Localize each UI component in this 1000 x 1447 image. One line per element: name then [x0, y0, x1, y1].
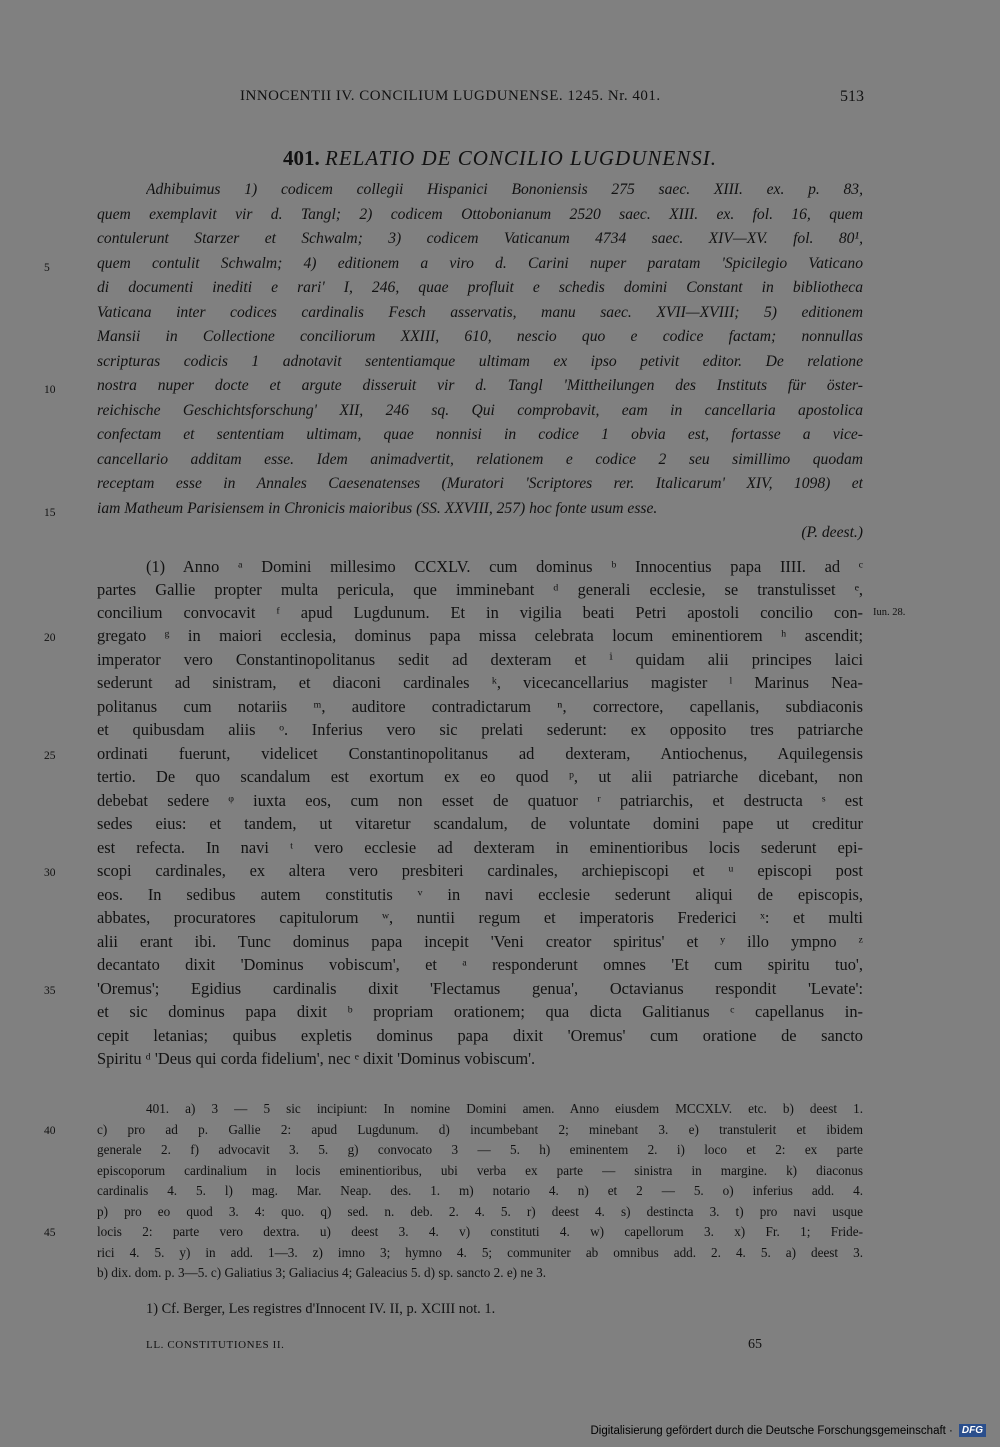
apparatus-line: cardinalis 4. 5. l) mag. Mar. Neap. des. 1. m) notario 4. n) et 2 — 5. o) inferius add. 4. [97, 1183, 863, 1198]
line-number: 45 [44, 1227, 56, 1239]
line-number: 5 [44, 262, 50, 274]
intro-line: scripturas codicis 1 adnotavit sententiamque ultimam ex ipso petivit editor. De relatione [97, 353, 863, 370]
apparatus-line: 401. a) 3 — 5 sic incipiunt: In nomine Domini amen. Anno eiusdem MCCXLV. etc. b) deest 1. [146, 1101, 863, 1116]
line-number: 20 [44, 632, 56, 644]
intro-line: contulerunt Starzer et Schwalm; 3) codicem Vaticanum 4734 saec. XIV—XV. fol. 80¹, [97, 230, 863, 247]
line-number: 40 [44, 1125, 56, 1137]
running-head: INNOCENTII IV. CONCILIUM LUGDUNENSE. 1245. Nr. 401. [240, 88, 661, 104]
body-line: debebat sedere ᵠ iuxta eos, cum non esset de quatuor ʳ patriarchis, et destructa ˢ est [97, 791, 863, 810]
intro-signature: (P. deest.) [801, 524, 863, 541]
line-number: 25 [44, 750, 56, 762]
apparatus-line: generale 2. f) advocavit 3. 5. g) convocato 3 — 5. h) eminentem 2. i) loco et 2: ex parte [97, 1142, 863, 1157]
body-line: sedes eius: et tandem, ut vitaretur scandalum, de voluntate domini pape ut creditur [97, 814, 863, 833]
body-line: et sic dominus papa dixit ᵇ propriam orationem; qua dicta Galitianus ᶜ capellanus in- [97, 1002, 863, 1021]
apparatus-line: episcoporum cardinalium in locis eminentioribus, ubi verba ex parte — sinistra in margine. k) diaconus [97, 1163, 863, 1178]
intro-line: di documenti inediti e rari' I, 246, quae profluit e schedis domini Constant in bibliotheca [97, 279, 863, 296]
apparatus-line: p) pro eo quod 3. 4: quo. q) sed. n. deb. 2. 4. 5. r) deest 4. s) destincta 3. t) pro navi usque [97, 1204, 863, 1219]
line-number: 10 [44, 384, 56, 396]
dfg-credit [590, 1424, 986, 1437]
body-line: partes Gallie propter multa pericula, que imminebant ᵈ generali ecclesie, se transtulisset ᵉ, [97, 580, 863, 599]
footer-series: LL. CONSTITUTIONES II. [146, 1339, 285, 1351]
intro-line: Mansii in Collectione conciliorum XXIII, 610, nescio quo e codice factam; nonnullas [97, 328, 863, 345]
intro-line: quem contulit Schwalm; 4) editionem a viro d. Carini nuper paratam 'Spicilegio Vaticano [97, 255, 863, 272]
body-line: et quibusdam aliis ᵒ. Inferius vero sic prelati sederunt: ex opposito tres patriarche [97, 720, 863, 739]
intro-line: iam Matheum Parisiensem in Chronicis maioribus (SS. XXVIII, 257) hoc fonte usum esse. [97, 500, 658, 517]
line-number: 35 [44, 985, 56, 997]
body-line: imperator vero Constantinopolitanus sedit ad dexteram et ⁱ quidam alii principes laici [97, 650, 863, 669]
apparatus-line: locis 2: parte vero dextra. u) deest 3. 4. v) constituti 4. w) capellorum 3. x) Fr. 1; Fride- [97, 1224, 863, 1239]
body-line: concilium convocavit ᶠ apud Lugdunum. Et in vigilia beati Petri apostoli concilio con- [97, 603, 863, 622]
line-number: 15 [44, 507, 56, 519]
intro-line: receptam esse in Annales Caesenatenses (Muratori 'Scriptores rer. Italicarum' XIV, 1098) et [97, 475, 863, 492]
line-number: 30 [44, 867, 56, 879]
body-line: alii erant ibi. Tunc dominus papa incepit 'Veni creator spiritus' et ʸ illo ympno ᶻ [97, 932, 863, 951]
margin-date: Iun. 28. [873, 607, 906, 618]
apparatus-line: b) dix. dom. p. 3—5. c) Galiatius 3; Galiacius 4; Galeacius 5. d) sp. sancto 2. e) ne 3. [97, 1265, 547, 1280]
intro-line: Vaticana inter codices cardinalis Fesch asservatis, manu saec. XVII—XVIII; 5) editionem [97, 304, 863, 321]
intro-line: quem exemplavit vir d. Tangl; 2) codicem Ottobonianum 2520 saec. XIII. ex. fol. 16, quem [97, 206, 863, 223]
document-title [0, 146, 1000, 171]
body-line: sederunt ad sinistram, et diaconi cardinales ᵏ, vicecancellarius magister ˡ Marinus Nea- [97, 673, 863, 692]
dfg-credit-text: Digitalisierung gefördert durch die Deutsche Forschungsgemeinschaft · [590, 1424, 953, 1437]
body-line: decantato dixit 'Dominus vobiscum', et ᵃ responderunt omnes 'Et cum spiritu tuo', [97, 955, 863, 974]
intro-line: nostra nuper docte et argute disseruit vir d. Tangl 'Mittheilungen des Instituts für öster- [97, 377, 863, 394]
body-line: cepit letanias; quibus expletis dominus papa dixit 'Oremus' cum oratione de sancto [97, 1026, 863, 1045]
body-line: scopi cardinales, ex altera vero presbiteri cardinales, archiepiscopi et ᵘ episcopi post [97, 861, 863, 880]
footer-sheet-number: 65 [748, 1337, 762, 1352]
intro-line: Adhibuimus 1) codicem collegii Hispanici Bononiensis 275 saec. XIII. ex. p. 83, [146, 181, 863, 198]
apparatus-line: c) pro ad p. Gallie 2: apud Lugdunum. d) incumbebant 2; minebant 3. e) transtulerit et ibidem [97, 1122, 863, 1137]
dfg-logo-icon: DFG [959, 1424, 986, 1437]
body-line: est refecta. In navi ᵗ vero ecclesie ad dexteram in eminentioribus locis sederunt epi- [97, 838, 863, 857]
body-line: (1) Anno ᵃ Domini millesimo CCXLV. cum dominus ᵇ Innocentius papa IIII. ad ᶜ [146, 557, 863, 576]
body-line: gregato ᵍ in maiori ecclesia, dominus papa missa celebrata locum eminentiorem ʰ ascendit; [97, 626, 863, 645]
page-number: 513 [840, 88, 864, 105]
document-number: 401. [283, 146, 320, 170]
body-line: abbates, procuratores capitulorum ʷ, nuntii regum et imperatoris Frederici ˣ: et multi [97, 908, 863, 927]
body-line: 'Oremus'; Egidius cardinalis dixit 'Flectamus genua', Octavianus respondit 'Levate': [97, 979, 863, 998]
intro-line: confectam et sententiam ultimam, quae nonnisi in codice 1 obvia est, fortasse a vice- [97, 426, 863, 443]
body-line: ordinati fuerunt, videlicet Constantinopolitanus ad dexteram, Antiochenus, Aquilegensis [97, 744, 863, 763]
body-line: tertio. De quo scandalum est exortum ex eo quod ᵖ, ut alii patriarche dicebant, non [97, 767, 863, 786]
body-line: eos. In sedibus autem constitutis ᵛ in navi ecclesie sederunt aliqui de episcopis, [97, 885, 863, 904]
intro-line: cancellario additam esse. Idem animadvertit, relationem e codice 2 seu simillimo quodam [97, 451, 863, 468]
document-title-text: RELATIO DE CONCILIO LUGDUNENSI. [325, 146, 717, 170]
body-line: Spiritu ᵈ 'Deus qui corda fidelium', nec ᵉ dixit 'Dominus vobiscum'. [97, 1049, 536, 1068]
footnote: 1) Cf. Berger, Les registres d'Innocent IV. II, p. XCIII not. 1. [146, 1301, 496, 1317]
body-line: politanus cum notariis ᵐ, auditore contradictarum ⁿ, correctore, capellanis, subdiaconis [97, 697, 863, 716]
intro-line: reichische Geschichtsforschung' XII, 246 sq. Qui comprobavit, eam in cancellaria apostolica [97, 402, 863, 419]
apparatus-line: rici 4. 5. y) in add. 1—3. z) imno 3; hymno 4. 5; communiter ab omnibus add. 2. 4. 5. a) deest 3. [97, 1245, 863, 1260]
